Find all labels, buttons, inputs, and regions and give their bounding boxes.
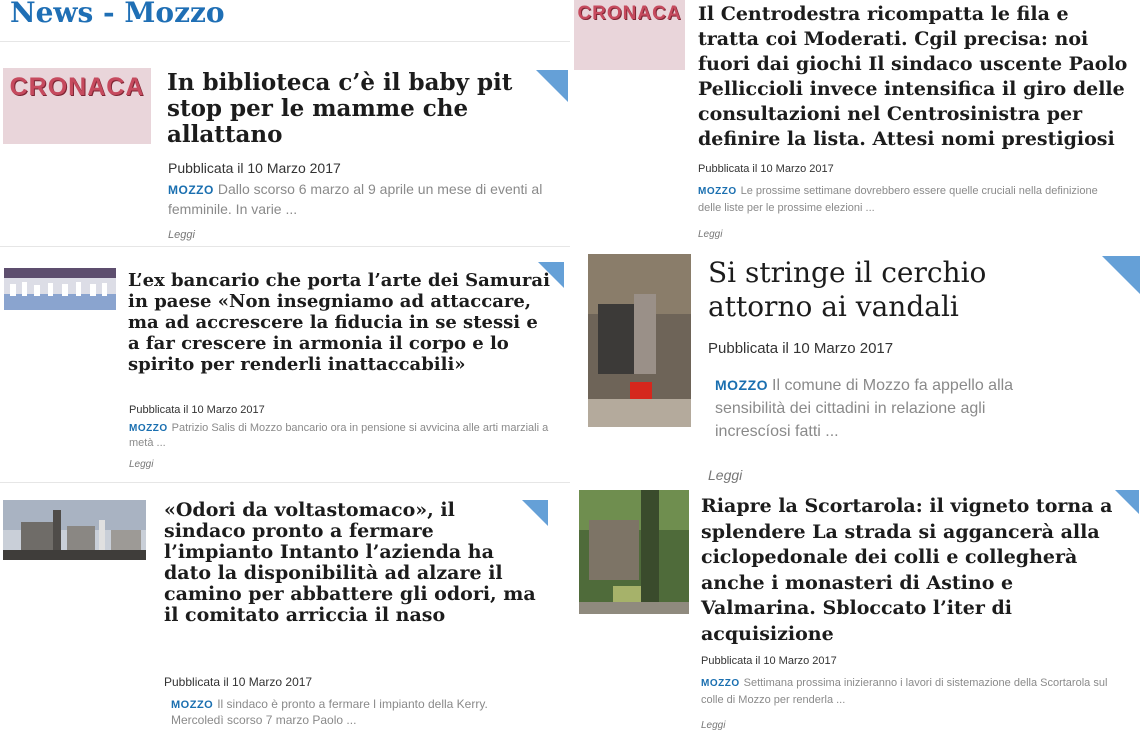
cronaca-badge <box>574 0 685 70</box>
article-thumbnail[interactable] <box>3 500 146 560</box>
article-title[interactable]: Si stringe il cerchio attorno ai vandali <box>708 256 987 323</box>
article-title[interactable]: «Odori da voltastomaco», il sindaco pronto a fermare l’impianto Intanto l’azienda ha dato la disponibilità ad alzare il camino per abbattere gli odori, ma il comitato arriccia il naso <box>164 499 536 626</box>
vandalism-photo-icon <box>588 254 691 427</box>
article-excerpt <box>715 374 1035 443</box>
article-excerpt <box>129 421 559 451</box>
corner-fold-icon <box>538 262 564 288</box>
article-card-baby-pit-stop[interactable] <box>0 60 570 242</box>
article-divider <box>0 246 570 247</box>
article-card-samurai[interactable] <box>0 256 570 476</box>
article-tag[interactable]: MOZZO <box>171 699 214 711</box>
site-header <box>0 0 570 44</box>
article-thumbnail[interactable] <box>579 490 689 614</box>
article-card-centrodestra[interactable] <box>574 0 1140 246</box>
article-tag[interactable]: MOZZO <box>701 678 740 689</box>
article-date: Pubblicata il 10 Marzo 2017 <box>698 163 834 175</box>
dojo-photo-icon <box>4 268 116 310</box>
article-card-scortarola[interactable] <box>574 486 1140 733</box>
article-thumbnail[interactable] <box>588 254 691 427</box>
article-excerpt-text: Dallo scorso 6 marzo al 9 aprile un mese di eventi al femminile. In varie ... <box>168 181 543 217</box>
article-title[interactable]: In biblioteca c’è il baby pit stop per le mamme che allattano <box>167 69 513 148</box>
vineyard-photo-icon <box>579 490 689 614</box>
article-excerpt-text: Le prossime settimane dovrebbero essere quelle cruciali nella definizione delle liste per le prossime elezioni ... <box>698 185 1098 214</box>
article-excerpt <box>171 697 541 728</box>
article-tag[interactable]: MOZZO <box>168 183 214 197</box>
article-tag[interactable]: MOZZO <box>698 186 737 197</box>
header-divider <box>0 41 570 42</box>
corner-fold-icon <box>536 70 568 102</box>
article-excerpt <box>701 675 1121 709</box>
cronaca-badge <box>3 68 151 144</box>
read-more-link[interactable]: Leggi <box>698 229 723 240</box>
article-thumbnail[interactable] <box>4 268 116 310</box>
article-card-vandali[interactable] <box>578 250 1140 486</box>
article-excerpt <box>698 183 1118 217</box>
article-excerpt-text: Patrizio Salis di Mozzo bancario ora in pensione si avvicina alle arti marziali a metà ... <box>129 422 549 449</box>
article-excerpt-text: Il comune di Mozzo fa appello alla sensibilità dei cittadini in relazione agli increscíosi fatti ... <box>715 377 1014 440</box>
article-date: Pubblicata il 10 Marzo 2017 <box>129 404 265 416</box>
article-title[interactable]: Riapre la Scortarola: il vigneto torna a splendere La strada si aggancerà alla ciclopedonale dei colli e collegherà anche i monasteri di Astino e Valmarina. Sbloccato l’iter di acquisizione <box>701 495 1113 645</box>
article-date: Pubblicata il 10 Marzo 2017 <box>708 340 894 357</box>
corner-fold-icon <box>1115 490 1139 514</box>
read-more-link[interactable]: Leggi <box>701 720 726 731</box>
article-excerpt-text: Settimana prossima inizieranno i lavori di sistemazione della Scortarola sul colle di Mozzo per renderla ... <box>701 677 1108 706</box>
read-more-link[interactable]: Leggi <box>708 467 743 483</box>
read-more-link[interactable]: Leggi <box>129 459 154 470</box>
corner-fold-icon <box>1102 256 1140 294</box>
article-date: Pubblicata il 10 Marzo 2017 <box>164 675 313 689</box>
article-card-odori[interactable] <box>0 488 570 733</box>
cronaca-badge-label: CRONACA <box>577 3 682 24</box>
corner-fold-icon <box>522 500 548 526</box>
site-title[interactable]: News - Mozzo <box>10 0 225 29</box>
article-excerpt-text: Il sindaco è pronto a fermare l impianto della Kerry. Mercoledì scorso 7 marzo Paolo ... <box>171 697 488 727</box>
article-divider <box>0 482 570 483</box>
article-date: Pubblicata il 10 Marzo 2017 <box>701 655 837 667</box>
article-title[interactable]: Il Centrodestra ricompatta le fila e tratta coi Moderati. Cgil precisa: noi fuori dai giochi Il sindaco uscente Paolo Pelliccioli invece intensifica il giro delle consultazioni nel Centrosinistra per definire la lista. Attesi nomi prestigiosi <box>698 3 1128 150</box>
factory-photo-icon <box>3 500 146 560</box>
article-tag[interactable]: MOZZO <box>129 423 168 434</box>
cronaca-badge-label: CRONACA <box>9 73 145 101</box>
article-excerpt <box>168 180 548 219</box>
read-more-link[interactable]: Leggi <box>168 229 195 241</box>
article-date: Pubblicata il 10 Marzo 2017 <box>168 160 341 176</box>
article-title[interactable]: L’ex bancario che porta l’arte dei Samurai in paese «Non insegniamo ad attaccare, ma ad accrescere la fiducia in se stessi e a far crescere in armonia il corpo e lo spirito per renderli inattaccabili» <box>128 270 550 375</box>
article-tag[interactable]: MOZZO <box>715 377 769 393</box>
